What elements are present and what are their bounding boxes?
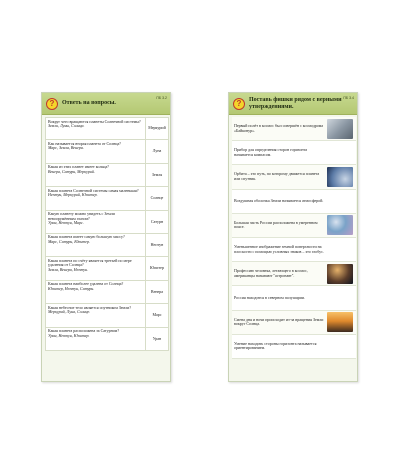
answer-options: Меркурий, Луна, Солнце. [48,309,91,315]
statement-row [232,165,356,189]
statement-text: Прибор для определения сторон горизонта называется компасом. [234,147,308,157]
answer-options: Юпитер, Нептун, Сатурн. [48,285,95,291]
card-title: Ответь на вопросы. [62,100,116,107]
card-header [42,93,170,115]
question-text: Какая небесное тело является спутником Земли? Меркурий, Луна, Солнце. [46,304,146,326]
answer-options: Венера, Сатурн, Меркурий. [48,168,95,174]
question-list [45,117,169,351]
statement-text: Умение находить стороны горизонта называется ориентированием. [234,340,317,351]
statement-text: Большая часть России расположена в умеренном поясе. [234,219,318,230]
answer-options: Уран, Нептун, Марс. [48,220,84,226]
statement-text: Уменьшенное изображение земной поверхности на плоскости с помощью условных знаков – это глобус. [234,243,324,254]
answer-options: Земли, Луны, Солнца. [48,123,85,129]
answer-cell: Луна [152,148,162,154]
card-code: ПБ 3.4 [343,96,354,100]
statement-card-right [228,92,358,382]
question-text: Вокруг чего вращаются планеты Солнечной системы? Земли, Луны, Солнца. [46,118,146,139]
answer-cell: Сатурн [150,218,164,224]
question-text: Какая планета по счёту является третьей по мере удаления от Солнца? Земля, Венера, Нептун. [46,257,146,279]
statement-text: Смена дня и ночи происходит из-за вращения Земли вокруг Солнца. [234,316,324,327]
question-row [45,211,169,234]
answer-cell: Меркурий [148,125,166,131]
question-card-left [41,92,171,382]
statement-text: Воздушная оболочка Земли называется атмосферой. [234,197,324,203]
question-row [45,257,169,280]
answer-cell: Венера [150,288,164,294]
statement-text: Россия находится в северном полушарии. [234,294,305,300]
statement-row [232,214,356,238]
statement-row [232,238,356,262]
answer-options: Уран, Нептун, Юпитер. [48,332,90,338]
answer-options: Нептун, Меркурий, Юпитер. [48,192,98,198]
question-text: Какая из этих планет имеет кольца? Венера, Сатурн, Меркурий. [46,164,146,186]
answer-cell: Земля [151,171,163,177]
statement-row [232,286,356,310]
answer-options: Марс, Земля, Венера. [48,145,84,151]
statement-row [232,311,356,335]
rocket-launch-photo [327,119,353,139]
question-row [45,328,169,351]
card-code: ПБ 3.2 [156,96,167,100]
question-row [45,281,169,304]
question-text: Как называется вторая планета от Солнца? Марс, Земля, Венера. [46,140,146,162]
card-header [229,93,357,115]
sunset-photo [327,312,353,332]
statement-text: Профессию человека, летающего в космос, американцы называют "астронавт". [234,268,308,278]
answer-cell: Нептун [150,241,164,247]
question-text: Какая планета расположена за Сатурном? Уран, Нептун, Юпитер. [46,328,146,350]
statement-text: Орбита – это путь, по которому движется планета или спутник. [234,171,320,181]
question-row [45,304,169,327]
answer-options: Марс, Сатурн, Юпитер. [48,239,91,245]
question-text: Какая планета наиболее удалена от Солнца? Юпитер, Нептун, Сатурн. [46,281,146,303]
statement-list [232,117,356,359]
question-text: Какая планета имеет самую большую массу? Марс, Сатурн, Юпитер. [46,234,146,256]
question-row [45,187,169,210]
answer-cell: Марс [152,312,162,318]
question-text: Какую планету можно увидеть с Земли невооружённым глазом? Уран, Нептун, Марс. [46,211,146,233]
answer-cell: Солнце [150,195,164,201]
question-mark-icon: ? [233,98,245,110]
astronaut-photo [327,264,353,284]
question-row [45,140,169,163]
russia-map-photo [327,215,353,235]
question-row [45,117,169,140]
card-title: Поставь фишки рядом с верными утверждениями. [249,97,342,110]
statement-row [232,335,356,359]
question-row [45,164,169,187]
statement-row [232,262,356,286]
question-mark-icon: ? [46,98,58,110]
answer-options: Земля, Венера, Нептун. [48,267,89,273]
statement-row [232,117,356,141]
statement-text: Первый полёт в космос был совершён с космодрома «Байконур». [234,123,324,133]
statement-row [232,190,356,214]
answer-cell: Юпитер [150,265,164,271]
question-text: Какая планета Солнечной системы самая маленькая? Нептун, Меркурий, Юпитер. [46,187,146,209]
answer-cell: Уран [152,335,162,341]
statement-row [232,141,356,165]
question-row [45,234,169,257]
satellite-orbit-photo [327,167,353,187]
